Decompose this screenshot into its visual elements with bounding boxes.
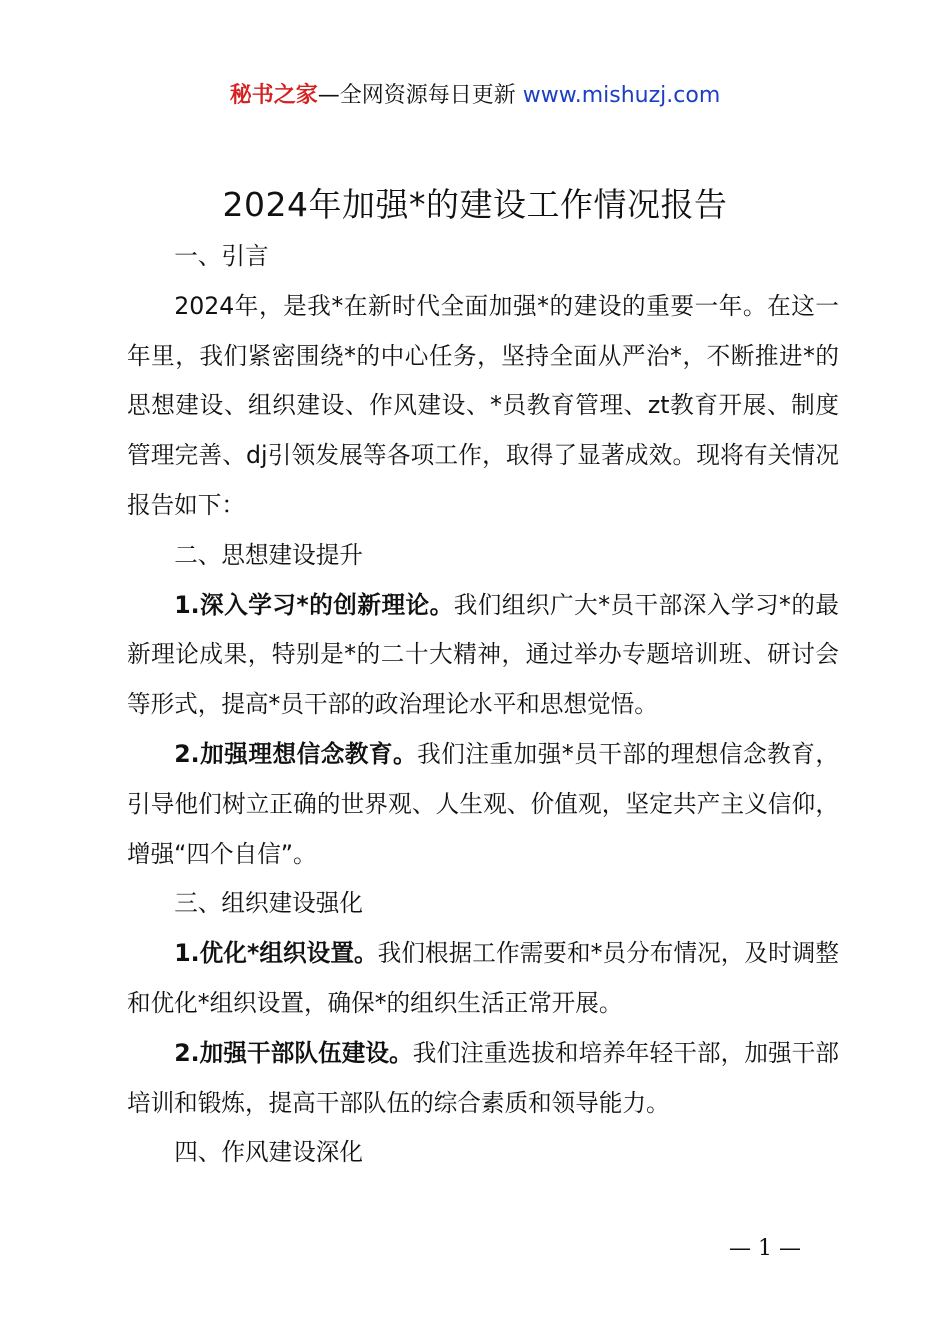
organization-paragraph-2-lead: 2.加强干部队伍建设。 xyxy=(174,1038,413,1067)
page-number: — 1 — xyxy=(729,1236,801,1261)
ideology-paragraph-2-body: 我们注重加强*员干部的理想信念教育，引导他们树立正确的世界观、人生观、价值观，坚定共产主义信仰，增强“四个自信”。 xyxy=(127,739,839,868)
ideology-paragraph-2 xyxy=(127,730,839,879)
site-brand: 秘书之家 xyxy=(229,83,318,108)
document-body xyxy=(127,232,839,1178)
site-header xyxy=(0,80,950,112)
section-heading-conduct: 四、作风建设深化 xyxy=(174,1138,363,1167)
intro-paragraph: 2024年，是我*在新时代全面加强*的建设的重要一年。在这一年里，我们紧密围绕*的中心任务，坚持全面从严治*，不断推进*的思想建设、组织建设、作风建设、*员教育管理、zt教育开展、制度管理完善、dj引领发展等各项工作，取得了显著成效。现将有关情况报告如下： xyxy=(127,291,839,519)
ideology-paragraph-1-lead: 1.深入学习*的创新理论。 xyxy=(174,590,454,619)
section-heading-ideology: 二、思想建设提升 xyxy=(174,540,363,569)
ideology-paragraph-1 xyxy=(127,581,839,730)
site-tagline: —全网资源每日更新 xyxy=(317,83,516,108)
ideology-paragraph-1-body: 我们组织广大*员干部深入学习*的最新理论成果，特别是*的二十大精神，通过举办专题培训班、研讨会等形式，提高*员干部的政治理论水平和思想觉悟。 xyxy=(127,590,840,719)
section-heading-organization: 三、组织建设强化 xyxy=(174,889,363,918)
ideology-paragraph-2-lead: 2.加强理想信念教育。 xyxy=(174,739,418,768)
document-title: 2024年加强*的建设工作情况报告 xyxy=(222,185,728,224)
organization-paragraph-2 xyxy=(127,1029,839,1129)
site-url-link[interactable]: www.mishuzj.com xyxy=(522,83,721,108)
section-heading-intro: 一、引言 xyxy=(174,242,269,270)
organization-paragraph-1 xyxy=(127,929,839,1029)
organization-paragraph-1-lead: 1.优化*组织设置。 xyxy=(174,939,378,968)
organization-paragraph-1-body: 我们根据工作需要和*员分布情况，及时调整和优化*组织设置，确保*的组织生活正常开展。 xyxy=(127,939,840,1017)
organization-paragraph-2-body: 我们注重选拔和培养年轻干部，加强干部培训和锻炼，提高干部队伍的综合素质和领导能力。 xyxy=(127,1038,839,1117)
